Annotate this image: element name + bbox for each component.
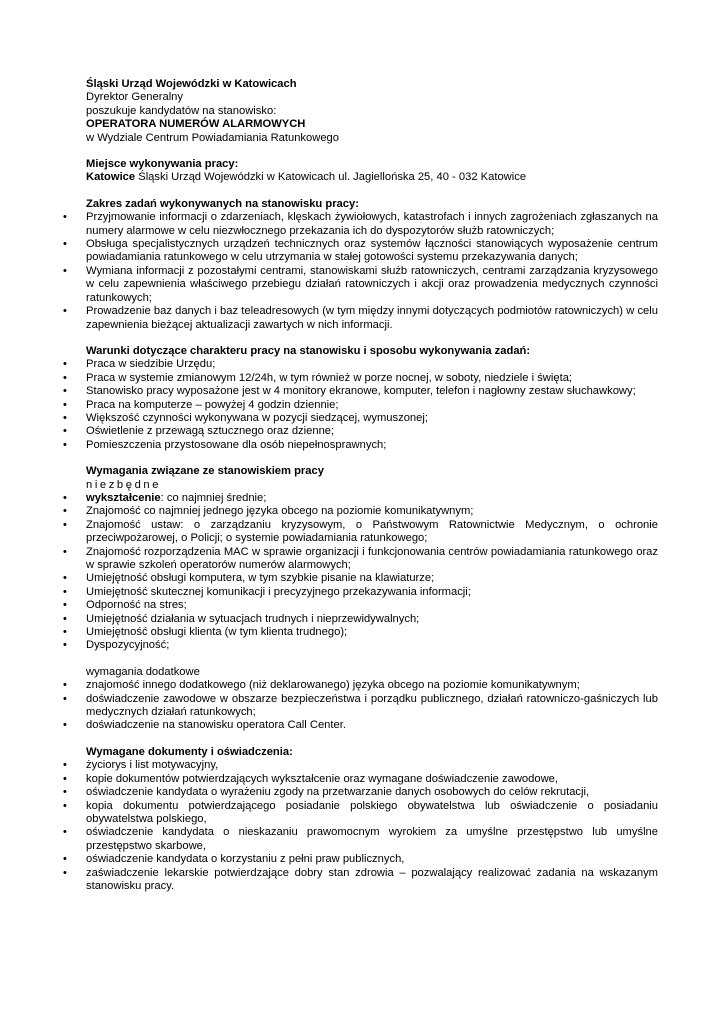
list-item: • życiorys i list motywacyjny, <box>86 759 658 772</box>
list-item: • Odporność na stres; <box>86 599 658 612</box>
list-item: • Dyspozycyjność; <box>86 639 658 652</box>
director-title: Dyrektor Generalny <box>86 91 183 104</box>
list-item: • Praca w systemie zmianowym 12/24h, w tym również w porze nocnej, w soboty, niedziele i święta; <box>86 372 658 385</box>
job-posting-document <box>86 78 658 893</box>
list-item: • Pomieszczenia przystosowane dla osób niepełnosprawnych; <box>86 439 658 452</box>
additional-list <box>86 679 658 733</box>
list-item: • Znajomość ustaw: o zarządzaniu kryzysowym, o Państwowym Ratownictwie Medycznym, o ochronie przeciwpożarowej, o Policji; o systemie powiadamiania ratunkowego; <box>86 519 658 546</box>
required-label: niezbędne <box>86 478 162 491</box>
list-item: • Oświetlenie z przewagą sztucznego oraz dzienne; <box>86 425 658 438</box>
list-item: • Wymiana informacji z pozostałymi centrami, stanowiskami służb ratowniczych, centrami zarządzania kryzysowego w celu zapewnienia właściwego przebiegu działań ratowniczych i akcji oraz prowadzenia medycznych czynności ratunkowych; <box>86 265 658 305</box>
list-item: • Przyjmowanie informacji o zdarzeniach, klęskach żywiołowych, katastrofach i innych zagrożeniach zgłaszanych na numery alarmowe w celu niezwłocznego przekazania ich do dyspozytorów służb ratowniczych; <box>86 211 658 238</box>
requirements-heading: Wymagania związane ze stanowiskiem pracy <box>86 465 324 478</box>
list-item: • oświadczenie kandydata o wyrażeniu zgody na przetwarzanie danych osobowych do celów rekrutacji, <box>86 786 658 799</box>
list-item <box>86 492 658 505</box>
list-item: • Obsługa specjalistycznych urządzeń technicznych oraz systemów łączności stanowiących wyposażenie centrum powiadamiania ratunkowego w celu utrzymania w stałej gotowości systemu przekazywania danych; <box>86 238 658 265</box>
list-item: • Umiejętność skutecznej komunikacji i precyzyjnego przekazywania informacji; <box>86 586 658 599</box>
place-heading: Miejsce wykonywania pracy: <box>86 158 239 171</box>
additional-label: wymagania dodatkowe <box>86 665 200 678</box>
position-title: OPERATORA NUMERÓW ALARMOWYCH <box>86 118 306 131</box>
list-item: • oświadczenie kandydata o nieskazaniu prawomocnym wyrokiem za umyślne przestępstwo lub umyślne przestępstwo skarbowe, <box>86 826 658 853</box>
seeking-text: poszukuje kandydatów na stanowisko: <box>86 104 277 117</box>
list-item: • Znajomość co najmniej jednego języka obcego na poziomie komunikatywnym; <box>86 505 658 518</box>
list-item: • Stanowisko pracy wyposażone jest w 4 monitory ekranowe, komputer, telefon i nagłowny zestaw słuchawkowy; <box>86 385 658 398</box>
list-item: • Praca na komputerze – powyżej 4 godzin dziennie; <box>86 399 658 412</box>
list-item: • kopia dokumentu potwierdzającego posiadanie polskiego obywatelstwa lub oświadczenie o posiadaniu obywatelstwa polskiego, <box>86 800 658 827</box>
list-item: • Prowadzenie baz danych i baz teleadresowych (w tym między innymi dotyczących podmiotów ratowniczych) w celu zapewnienia bieżącej aktualizacji zawartych w nich informacji. <box>86 305 658 332</box>
place-address: Śląski Urząd Wojewódzki w Katowicach ul. Jagiellońska 25, 40 - 032 Katowice <box>135 171 527 184</box>
documents-list <box>86 759 658 893</box>
list-item: • Umiejętność działania w sytuacjach trudnych i nieprzewidywalnych; <box>86 613 658 626</box>
list-item: • Większość czynności wykonywana w pozycji siedzącej, wymuszonej; <box>86 412 658 425</box>
place-city: Katowice <box>86 171 136 184</box>
list-item: • zaświadczenie lekarskie potwierdzające dobry stan zdrowia – pozwalający realizować zadania na wskazanym stanowisku pracy. <box>86 867 658 894</box>
education-value: : co najmniej średnie; <box>160 491 267 504</box>
list-item: • Znajomość rozporządzenia MAC w sprawie organizacji i funkcjonowania centrów powiadamiania ratunkowego oraz w sprawie szkoleń operatorów numerów alarmowych; <box>86 546 658 573</box>
department-name: w Wydziale Centrum Powiadamiania Ratunkowego <box>86 131 339 144</box>
education-label: wykształcenie <box>86 491 161 504</box>
list-item: • Praca w siedzibie Urzędu; <box>86 358 658 371</box>
documents-heading: Wymagane dokumenty i oświadczenia: <box>86 745 293 758</box>
duties-heading: Zakres zadań wykonywanych na stanowisku pracy: <box>86 197 359 210</box>
list-item: • doświadczenie na stanowisku operatora Call Center. <box>86 719 658 732</box>
duties-list <box>86 211 658 332</box>
list-item: • kopie dokumentów potwierdzających wykształcenie oraz wymagane doświadczenie zawodowe, <box>86 773 658 786</box>
list-item: • oświadczenie kandydata o korzystaniu z pełni praw publicznych, <box>86 853 658 866</box>
conditions-heading: Warunki dotyczące charakteru pracy na stanowisku i sposobu wykonywania zadań: <box>86 344 531 357</box>
conditions-list <box>86 358 658 452</box>
required-list <box>86 492 658 653</box>
office-name: Śląski Urząd Wojewódzki w Katowicach <box>86 78 297 90</box>
list-item: • Umiejętność obsługi klienta (w tym klienta trudnego); <box>86 626 658 639</box>
place-address-line <box>86 171 658 184</box>
list-item: • Umiejętność obsługi komputera, w tym szybkie pisanie na klawiaturze; <box>86 572 658 585</box>
list-item: • znajomość innego dodatkowego (niż deklarowanego) języka obcego na poziomie komunikatywnym; <box>86 679 658 692</box>
list-item: • doświadczenie zawodowe w obszarze bezpieczeństwa i porządku publicznego, działań ratowniczo-gaśniczych lub medycznych działań ratunkowych; <box>86 693 658 720</box>
